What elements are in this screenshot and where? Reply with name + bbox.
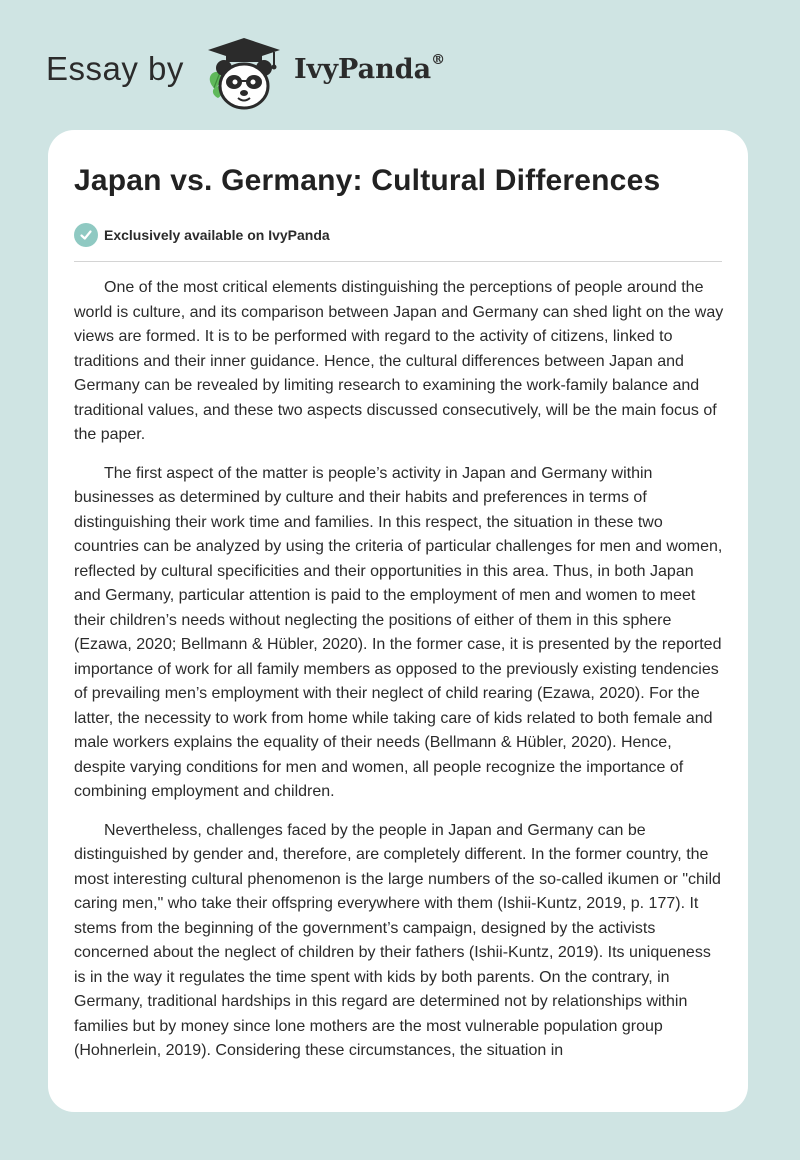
paragraph: Nevertheless, challenges faced by the people in Japan and Germany can be distinguished by gender and, therefore, are completely different. In the former country, the most interesting cultural phenomenon is the large numbers of the so-called ikumen or "child caring men," who take their offspring everywhere with them (Ishii-Kuntz, 2019, p. 177). It stems from the beginning of the government’s campaign, designed by the activists concerned about the neglect of children by their fathers (Ishii-Kuntz, 2019). Its uniqueness is in the way it regulates the time spent with kids by both parents. On the contrary, in Germany, traditional hardships in this regard are determined not by relationships within families but by money since lone mothers are the most vulnerable population group (Hohnerlein, 2019). Considering these circumstances, the situation in: [74, 821, 721, 1059]
essay-body: [74, 276, 724, 1078]
paragraph: The first aspect of the matter is people’s activity in Japan and Germany within businesses as determined by culture and their habits and preferences in terms of distinguishing their work time and families. In this respect, the situation in these two countries can be analyzed by using the criteria of particular challenges for men and women, reflected by cultural specificities and their opportunities in this area. Thus, in both Japan and Germany, particular attention is paid to the employment of men and women to meet their children’s needs without neglecting the positions of either of them in this sphere (Ezawa, 2020; Bellmann & Hübler, 2020). In the former case, it is presented by the reported importance of work for all family members as opposed to the previously existing tendencies of prevailing men’s employment with their neglect of child rearing (Ezawa, 2020). For the latter, the necessity to work from home while taking care of kids related to both female and male workers explains the equality of their needs (Bellmann & Hübler, 2020). Hence, despite varying conditions for men and women, all people recognize the importance of combining employment and children.: [74, 464, 723, 800]
essay-card: [48, 130, 748, 1112]
check-circle-icon: [74, 223, 98, 247]
exclusive-badge-label: Exclusively available on IvyPanda: [104, 227, 330, 243]
page-title: Japan vs. Germany: Cultural Differences: [74, 164, 661, 197]
brand-prefix: Essay by: [46, 50, 184, 87]
paragraph: One of the most critical elements distinguishing the perceptions of people around the world is culture, and its comparison between Japan and Germany can shed light on the way views are formed. It is to be performed with regard to the activity of citizens, linked to traditions and their inner guidance. Hence, the cultural differences between Japan and Germany can be revealed by limiting research to examining the work-family balance and traditional values, and these two aspects discussed consecutively, will be the main focus of the paper.: [74, 279, 724, 443]
site-header: [46, 30, 546, 120]
brand-name[interactable]: IvyPanda®: [294, 52, 446, 85]
exclusive-badge: [74, 223, 330, 247]
trademark-symbol: ®: [431, 52, 446, 68]
panda-logo-icon[interactable]: [204, 36, 284, 114]
divider: [74, 261, 722, 262]
